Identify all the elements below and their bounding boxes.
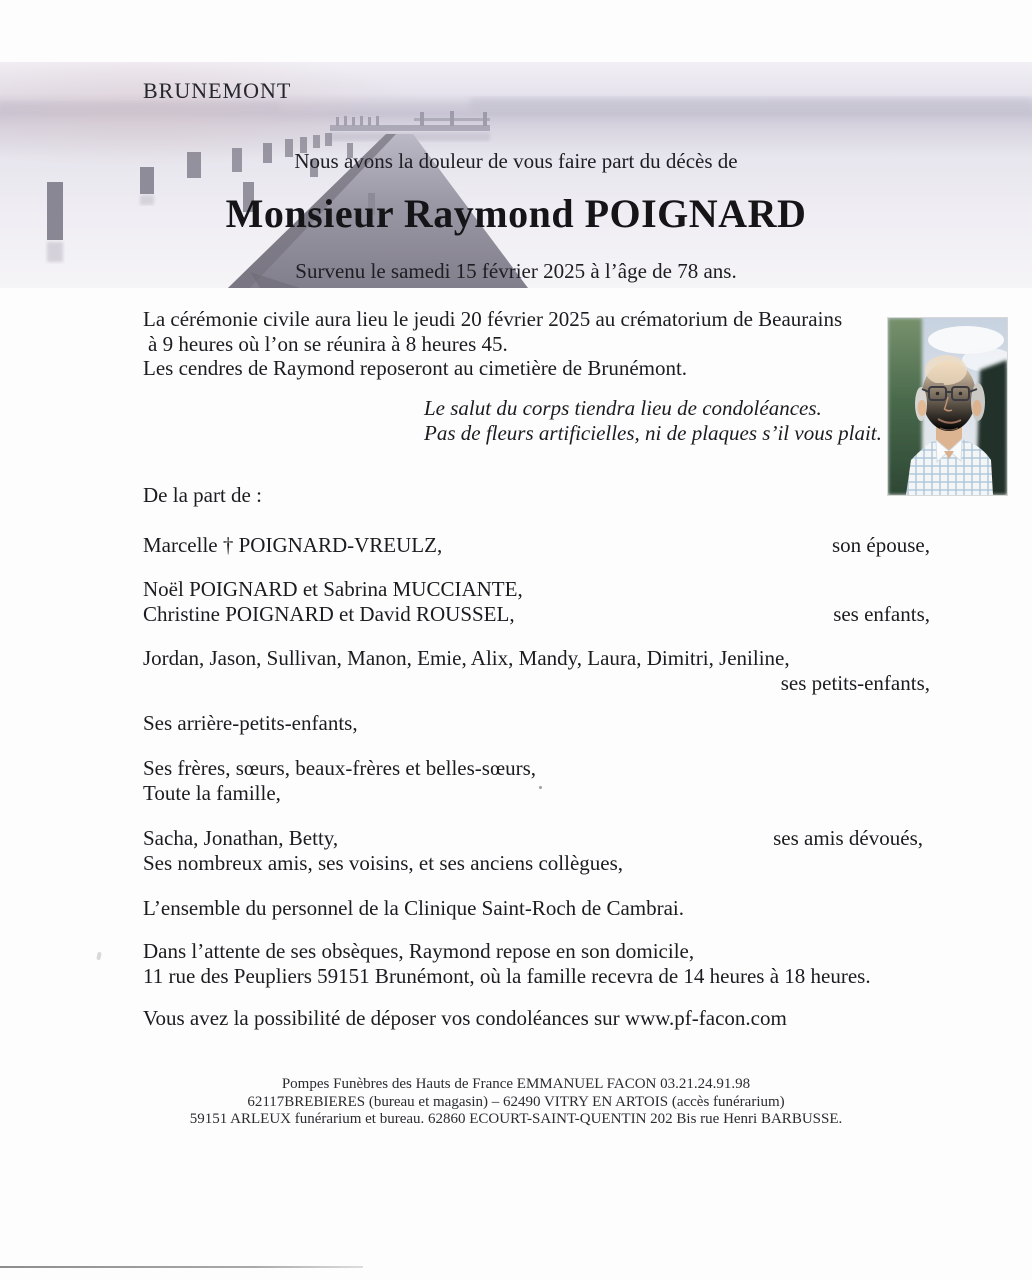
children-line: Noël POIGNARD et Sabrina MUCCIANTE,	[143, 577, 523, 601]
deceased-name-title: Monsieur Raymond POIGNARD	[225, 191, 807, 236]
family-entry-spouse	[143, 533, 930, 558]
commune-name: BRUNEMONT	[143, 78, 292, 103]
family-entry-great-grandchildren: Ses arrière-petits-enfants,	[143, 711, 358, 735]
repose-paragraph	[143, 939, 930, 988]
footer-line: 62117BREBIERES (bureau et magasin) – 62490 VITRY EN ARTOIS (accès funérarium)	[247, 1093, 785, 1110]
ceremony-line: La cérémonie civile aura lieu le jeudi 20 février 2025 au crématorium de Beaurains	[143, 307, 843, 331]
footer-line: Pompes Funèbres des Hauts de France EMMANUEL FACON 03.21.24.91.98	[281, 1076, 751, 1092]
children-relation: ses enfants,	[833, 601, 930, 626]
death-date-line: Survenu le samedi 15 février 2025 à l’âge de 78 ans.	[295, 259, 737, 283]
friends-names: Sacha, Jonathan, Betty,	[143, 826, 339, 850]
family-entry-clinic: L’ensemble du personnel de la Clinique Saint-Roch de Cambrai.	[143, 896, 685, 920]
family-heading: De la part de :	[143, 483, 262, 507]
spouse-relation: son épouse,	[832, 533, 930, 557]
grandchildren-relation: ses petits-enfants,	[780, 670, 930, 695]
family-entry-friends	[143, 826, 930, 875]
ceremony-line: à 9 heures où l’on se réunira à 8 heures 45.	[148, 331, 508, 356]
siblings-line: Toute la famille,	[143, 780, 281, 805]
family-entry-grandchildren	[143, 646, 930, 695]
friends-line: Ses nombreux amis, ses voisins, et ses anciens collègues,	[143, 850, 624, 875]
children-line: Christine POIGNARD et David ROUSSEL,	[143, 601, 515, 626]
spouse-name: Marcelle † POIGNARD-VREULZ,	[143, 533, 443, 557]
notice-line: Le salut du corps tiendra lieu de condoléances.	[424, 396, 822, 420]
notice-line: Pas de fleurs artificielles, ni de plaques s’il vous plait.	[424, 420, 882, 445]
ceremony-paragraph	[143, 307, 930, 381]
scan-artifact-smudge	[96, 952, 102, 961]
siblings-line: Ses frères, sœurs, beaux-frères et belles-sœurs,	[143, 756, 537, 780]
online-condolences-line: Vous avez la possibilité de déposer vos condoléances sur www.pf-facon.com	[143, 1006, 787, 1030]
repose-line: Dans l’attente de ses obsèques, Raymond repose en son domicile,	[143, 939, 695, 963]
grandchildren-names: Jordan, Jason, Sullivan, Manon, Emie, Alix, Mandy, Laura, Dimitri, Jeniline,	[143, 646, 790, 670]
repose-line: 11 rue des Peupliers 59151 Brunémont, où la famille recevra de 14 heures à 18 heures.	[143, 963, 871, 988]
funeral-home-footer	[0, 1076, 1032, 1129]
banner-lake-pier-image	[0, 62, 1032, 288]
scan-artifact-dot	[539, 786, 542, 789]
ceremony-line: Les cendres de Raymond reposeront au cimetière de Brunémont.	[143, 356, 688, 380]
family-entry-siblings	[143, 756, 930, 805]
family-entry-children	[143, 577, 930, 626]
friends-relation: ses amis dévoués,	[773, 826, 923, 850]
condolence-notice	[424, 396, 882, 445]
announcement-intro: Nous avons la douleur de vous faire part du décès de	[294, 149, 738, 173]
footer-line: 59151 ARLEUX funérarium et bureau. 62860 ECOURT-SAINT-QUENTIN 202 Bis rue Henri BARBUSSE.	[189, 1111, 843, 1127]
scan-artifact-line	[0, 1266, 363, 1268]
